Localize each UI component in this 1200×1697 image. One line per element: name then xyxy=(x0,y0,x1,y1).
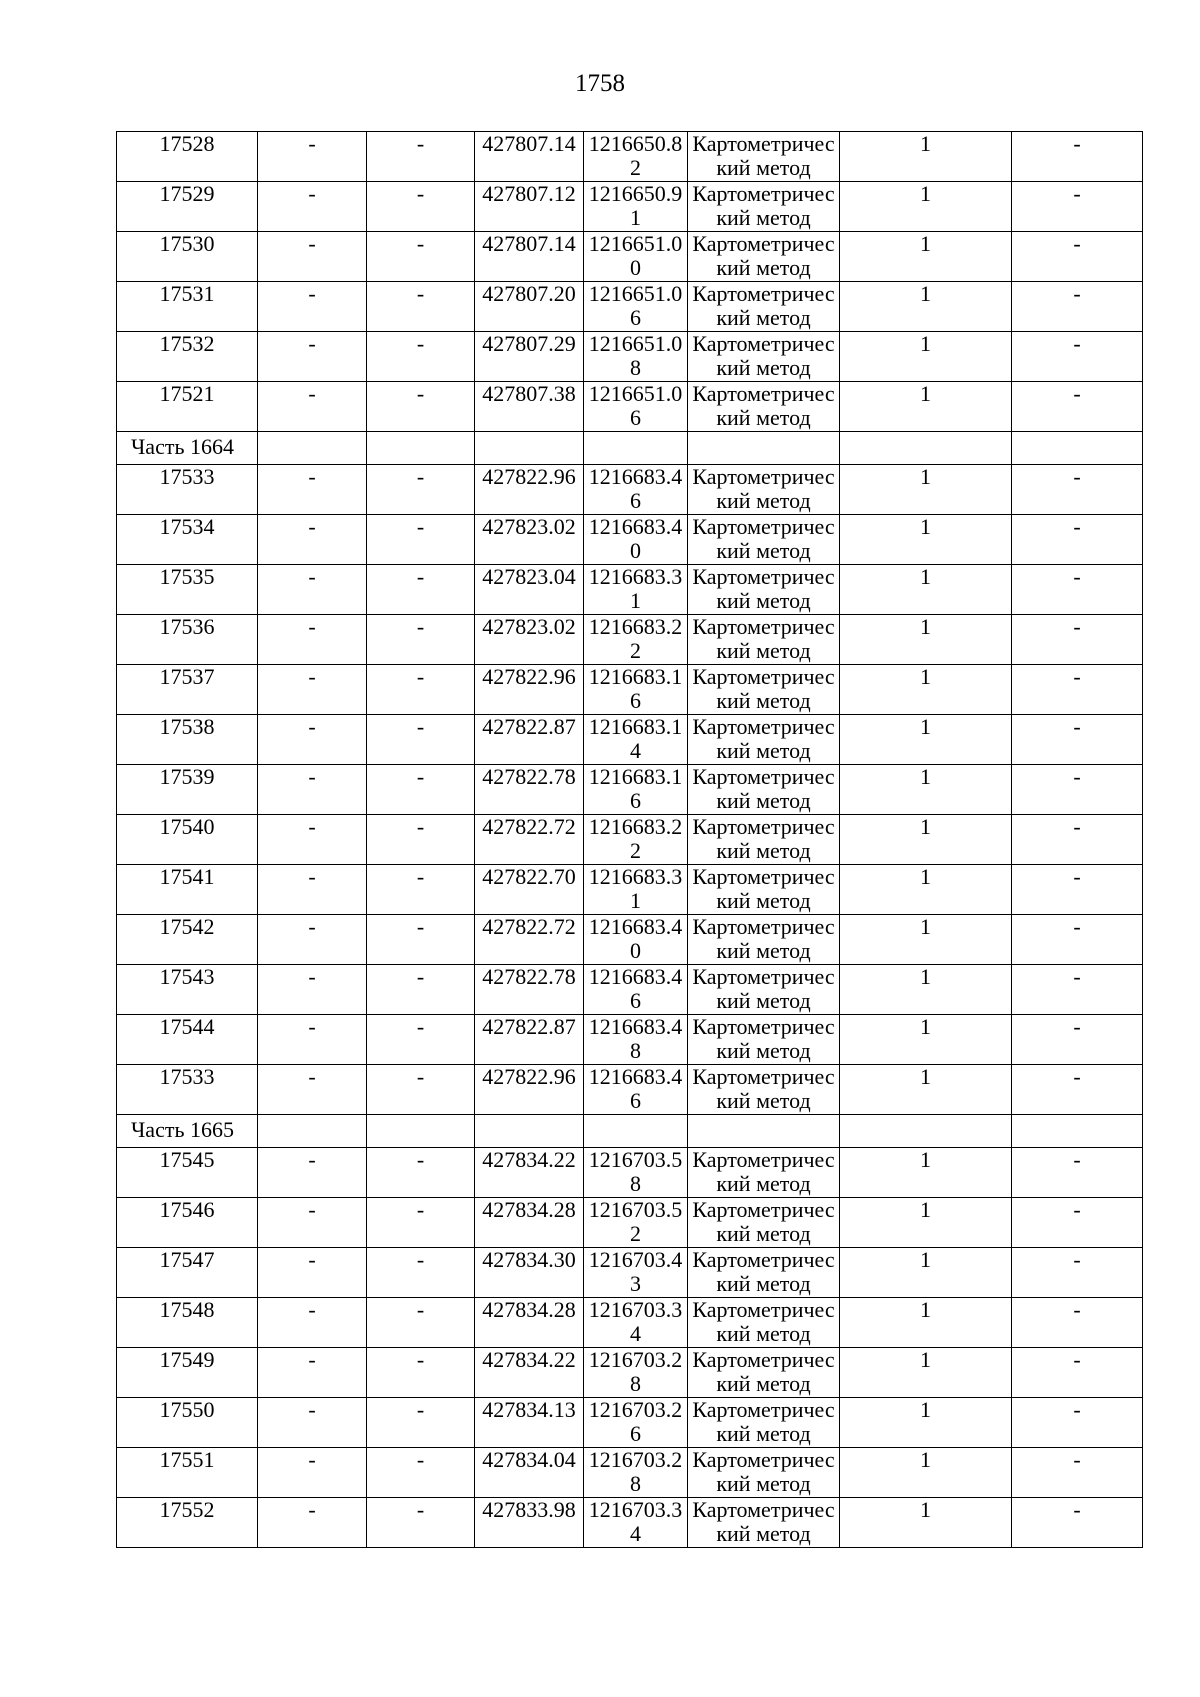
value-cell: 1 xyxy=(840,1398,1012,1448)
dash-cell: - xyxy=(258,1148,367,1198)
dash-cell: - xyxy=(1012,1198,1143,1248)
point-number-cell: 17548 xyxy=(117,1298,258,1348)
dash-cell: - xyxy=(258,915,367,965)
value-cell: 1 xyxy=(840,1498,1012,1548)
empty-cell xyxy=(367,1115,475,1148)
dash-cell: - xyxy=(1012,965,1143,1015)
value-cell: 1 xyxy=(840,1298,1012,1348)
dash-cell: - xyxy=(367,132,475,182)
y-coordinate-cell: 1216683.16 xyxy=(584,665,688,715)
value-cell: 1 xyxy=(840,965,1012,1015)
dash-cell: - xyxy=(1012,1348,1143,1398)
value-cell: 1 xyxy=(840,1065,1012,1115)
point-number-cell: 17535 xyxy=(117,565,258,615)
table-row xyxy=(117,765,1143,815)
dash-cell: - xyxy=(367,915,475,965)
point-number-cell: 17528 xyxy=(117,132,258,182)
dash-cell: - xyxy=(1012,1015,1143,1065)
method-cell: Картометрический метод xyxy=(688,715,840,765)
method-cell: Картометрический метод xyxy=(688,1065,840,1115)
empty-cell xyxy=(688,432,840,465)
y-coordinate-cell: 1216683.46 xyxy=(584,965,688,1015)
y-coordinate-cell: 1216683.16 xyxy=(584,765,688,815)
x-coordinate-cell: 427822.96 xyxy=(475,1065,584,1115)
dash-cell: - xyxy=(258,1448,367,1498)
page-number: 1758 xyxy=(575,70,625,97)
point-number-cell: 17533 xyxy=(117,465,258,515)
dash-cell: - xyxy=(1012,765,1143,815)
empty-cell xyxy=(475,432,584,465)
y-coordinate-cell: 1216683.22 xyxy=(584,815,688,865)
dash-cell: - xyxy=(258,1298,367,1348)
point-number-cell: 17547 xyxy=(117,1248,258,1298)
x-coordinate-cell: 427834.28 xyxy=(475,1298,584,1348)
empty-cell xyxy=(367,432,475,465)
point-number-cell: 17549 xyxy=(117,1348,258,1398)
dash-cell: - xyxy=(1012,182,1143,232)
table-row xyxy=(117,1348,1143,1398)
y-coordinate-cell: 1216703.43 xyxy=(584,1248,688,1298)
y-coordinate-cell: 1216651.06 xyxy=(584,382,688,432)
method-cell: Картометрический метод xyxy=(688,565,840,615)
x-coordinate-cell: 427807.29 xyxy=(475,332,584,382)
x-coordinate-cell: 427807.14 xyxy=(475,232,584,282)
part-label: Часть 1664 xyxy=(117,432,258,465)
dash-cell: - xyxy=(1012,1398,1143,1448)
dash-cell: - xyxy=(1012,282,1143,332)
dash-cell: - xyxy=(258,332,367,382)
x-coordinate-cell: 427834.22 xyxy=(475,1348,584,1398)
point-number-cell: 17541 xyxy=(117,865,258,915)
value-cell: 1 xyxy=(840,232,1012,282)
point-number-cell: 17543 xyxy=(117,965,258,1015)
dash-cell: - xyxy=(367,1448,475,1498)
dash-cell: - xyxy=(258,615,367,665)
x-coordinate-cell: 427834.30 xyxy=(475,1248,584,1298)
table-row xyxy=(117,1065,1143,1115)
method-cell: Картометрический метод xyxy=(688,515,840,565)
dash-cell: - xyxy=(258,1498,367,1548)
dash-cell: - xyxy=(258,182,367,232)
value-cell: 1 xyxy=(840,615,1012,665)
table-row xyxy=(117,465,1143,515)
point-number-cell: 17540 xyxy=(117,815,258,865)
dash-cell: - xyxy=(367,715,475,765)
dash-cell: - xyxy=(258,965,367,1015)
dash-cell: - xyxy=(367,282,475,332)
x-coordinate-cell: 427822.78 xyxy=(475,965,584,1015)
value-cell: 1 xyxy=(840,1015,1012,1065)
part-header-row xyxy=(117,1115,1143,1148)
method-cell: Картометрический метод xyxy=(688,1148,840,1198)
value-cell: 1 xyxy=(840,132,1012,182)
method-cell: Картометрический метод xyxy=(688,665,840,715)
value-cell: 1 xyxy=(840,715,1012,765)
dash-cell: - xyxy=(367,515,475,565)
method-cell: Картометрический метод xyxy=(688,765,840,815)
table-row xyxy=(117,665,1143,715)
dash-cell: - xyxy=(367,665,475,715)
dash-cell: - xyxy=(367,1398,475,1448)
dash-cell: - xyxy=(258,765,367,815)
table-row xyxy=(117,332,1143,382)
x-coordinate-cell: 427807.12 xyxy=(475,182,584,232)
dash-cell: - xyxy=(258,282,367,332)
dash-cell: - xyxy=(367,965,475,1015)
x-coordinate-cell: 427823.02 xyxy=(475,515,584,565)
point-number-cell: 17529 xyxy=(117,182,258,232)
table-row xyxy=(117,565,1143,615)
point-number-cell: 17531 xyxy=(117,282,258,332)
x-coordinate-cell: 427807.14 xyxy=(475,132,584,182)
dash-cell: - xyxy=(1012,1248,1143,1298)
dash-cell: - xyxy=(258,865,367,915)
dash-cell: - xyxy=(367,565,475,615)
method-cell: Картометрический метод xyxy=(688,1498,840,1548)
x-coordinate-cell: 427834.04 xyxy=(475,1448,584,1498)
table-body xyxy=(117,132,1143,1548)
dash-cell: - xyxy=(1012,382,1143,432)
dash-cell: - xyxy=(1012,1448,1143,1498)
table-row xyxy=(117,1015,1143,1065)
value-cell: 1 xyxy=(840,1348,1012,1398)
table-row xyxy=(117,282,1143,332)
method-cell: Картометрический метод xyxy=(688,1448,840,1498)
dash-cell: - xyxy=(1012,915,1143,965)
point-number-cell: 17550 xyxy=(117,1398,258,1448)
x-coordinate-cell: 427822.87 xyxy=(475,1015,584,1065)
table-row xyxy=(117,1448,1143,1498)
table-row xyxy=(117,1148,1143,1198)
method-cell: Картометрический метод xyxy=(688,282,840,332)
dash-cell: - xyxy=(367,1065,475,1115)
table-row xyxy=(117,132,1143,182)
value-cell: 1 xyxy=(840,915,1012,965)
x-coordinate-cell: 427822.72 xyxy=(475,915,584,965)
y-coordinate-cell: 1216683.31 xyxy=(584,565,688,615)
dash-cell: - xyxy=(367,615,475,665)
point-number-cell: 17544 xyxy=(117,1015,258,1065)
dash-cell: - xyxy=(1012,1298,1143,1348)
dash-cell: - xyxy=(367,1015,475,1065)
method-cell: Картометрический метод xyxy=(688,1248,840,1298)
point-number-cell: 17536 xyxy=(117,615,258,665)
method-cell: Картометрический метод xyxy=(688,182,840,232)
value-cell: 1 xyxy=(840,565,1012,615)
empty-cell xyxy=(475,1115,584,1148)
method-cell: Картометрический метод xyxy=(688,465,840,515)
x-coordinate-cell: 427833.98 xyxy=(475,1498,584,1548)
dash-cell: - xyxy=(1012,665,1143,715)
y-coordinate-cell: 1216703.52 xyxy=(584,1198,688,1248)
x-coordinate-cell: 427822.78 xyxy=(475,765,584,815)
table-row xyxy=(117,865,1143,915)
y-coordinate-cell: 1216683.14 xyxy=(584,715,688,765)
dash-cell: - xyxy=(258,1398,367,1448)
value-cell: 1 xyxy=(840,865,1012,915)
dash-cell: - xyxy=(367,815,475,865)
method-cell: Картометрический метод xyxy=(688,865,840,915)
dash-cell: - xyxy=(1012,132,1143,182)
dash-cell: - xyxy=(367,232,475,282)
dash-cell: - xyxy=(1012,715,1143,765)
dash-cell: - xyxy=(258,665,367,715)
dash-cell: - xyxy=(258,515,367,565)
dash-cell: - xyxy=(1012,332,1143,382)
dash-cell: - xyxy=(258,382,367,432)
dash-cell: - xyxy=(258,465,367,515)
value-cell: 1 xyxy=(840,382,1012,432)
empty-cell xyxy=(840,432,1012,465)
value-cell: 1 xyxy=(840,1448,1012,1498)
y-coordinate-cell: 1216650.82 xyxy=(584,132,688,182)
value-cell: 1 xyxy=(840,332,1012,382)
dash-cell: - xyxy=(258,1348,367,1398)
dash-cell: - xyxy=(367,765,475,815)
dash-cell: - xyxy=(258,1015,367,1065)
table-row xyxy=(117,1498,1143,1548)
x-coordinate-cell: 427807.38 xyxy=(475,382,584,432)
x-coordinate-cell: 427822.96 xyxy=(475,665,584,715)
dash-cell: - xyxy=(1012,1148,1143,1198)
y-coordinate-cell: 1216703.34 xyxy=(584,1498,688,1548)
part-header-row xyxy=(117,432,1143,465)
x-coordinate-cell: 427834.22 xyxy=(475,1148,584,1198)
method-cell: Картометрический метод xyxy=(688,132,840,182)
method-cell: Картометрический метод xyxy=(688,1198,840,1248)
y-coordinate-cell: 1216651.08 xyxy=(584,332,688,382)
y-coordinate-cell: 1216703.28 xyxy=(584,1448,688,1498)
dash-cell: - xyxy=(258,1248,367,1298)
method-cell: Картометрический метод xyxy=(688,615,840,665)
method-cell: Картометрический метод xyxy=(688,965,840,1015)
x-coordinate-cell: 427822.70 xyxy=(475,865,584,915)
table-row xyxy=(117,1198,1143,1248)
point-number-cell: 17521 xyxy=(117,382,258,432)
y-coordinate-cell: 1216683.40 xyxy=(584,915,688,965)
y-coordinate-cell: 1216703.58 xyxy=(584,1148,688,1198)
table-row xyxy=(117,1298,1143,1348)
dash-cell: - xyxy=(1012,465,1143,515)
point-number-cell: 17530 xyxy=(117,232,258,282)
x-coordinate-cell: 427823.04 xyxy=(475,565,584,615)
dash-cell: - xyxy=(1012,515,1143,565)
value-cell: 1 xyxy=(840,282,1012,332)
dash-cell: - xyxy=(367,1148,475,1198)
y-coordinate-cell: 1216650.91 xyxy=(584,182,688,232)
point-number-cell: 17533 xyxy=(117,1065,258,1115)
table-row xyxy=(117,715,1143,765)
method-cell: Картометрический метод xyxy=(688,1298,840,1348)
dash-cell: - xyxy=(258,815,367,865)
method-cell: Картометрический метод xyxy=(688,1348,840,1398)
dash-cell: - xyxy=(258,1065,367,1115)
method-cell: Картометрический метод xyxy=(688,382,840,432)
method-cell: Картометрический метод xyxy=(688,815,840,865)
part-label: Часть 1665 xyxy=(117,1115,258,1148)
y-coordinate-cell: 1216683.31 xyxy=(584,865,688,915)
x-coordinate-cell: 427822.72 xyxy=(475,815,584,865)
point-number-cell: 17546 xyxy=(117,1198,258,1248)
empty-cell xyxy=(688,1115,840,1148)
empty-cell xyxy=(1012,1115,1143,1148)
value-cell: 1 xyxy=(840,815,1012,865)
y-coordinate-cell: 1216703.26 xyxy=(584,1398,688,1448)
y-coordinate-cell: 1216651.06 xyxy=(584,282,688,332)
method-cell: Картометрический метод xyxy=(688,1015,840,1065)
dash-cell: - xyxy=(1012,232,1143,282)
point-number-cell: 17538 xyxy=(117,715,258,765)
y-coordinate-cell: 1216683.46 xyxy=(584,1065,688,1115)
value-cell: 1 xyxy=(840,1248,1012,1298)
dash-cell: - xyxy=(258,132,367,182)
dash-cell: - xyxy=(1012,1498,1143,1548)
dash-cell: - xyxy=(367,465,475,515)
table-row xyxy=(117,815,1143,865)
point-number-cell: 17539 xyxy=(117,765,258,815)
table-row xyxy=(117,965,1143,1015)
dash-cell: - xyxy=(258,1198,367,1248)
y-coordinate-cell: 1216683.46 xyxy=(584,465,688,515)
point-number-cell: 17551 xyxy=(117,1448,258,1498)
table-row xyxy=(117,382,1143,432)
y-coordinate-cell: 1216703.34 xyxy=(584,1298,688,1348)
dash-cell: - xyxy=(258,232,367,282)
table-row xyxy=(117,232,1143,282)
y-coordinate-cell: 1216683.40 xyxy=(584,515,688,565)
table-row xyxy=(117,915,1143,965)
value-cell: 1 xyxy=(840,765,1012,815)
value-cell: 1 xyxy=(840,465,1012,515)
x-coordinate-cell: 427834.13 xyxy=(475,1398,584,1448)
dash-cell: - xyxy=(258,565,367,615)
y-coordinate-cell: 1216703.28 xyxy=(584,1348,688,1398)
dash-cell: - xyxy=(367,865,475,915)
empty-cell xyxy=(840,1115,1012,1148)
point-number-cell: 17534 xyxy=(117,515,258,565)
point-number-cell: 17545 xyxy=(117,1148,258,1198)
dash-cell: - xyxy=(367,1198,475,1248)
x-coordinate-cell: 427834.28 xyxy=(475,1198,584,1248)
table-row xyxy=(117,515,1143,565)
dash-cell: - xyxy=(367,382,475,432)
point-number-cell: 17552 xyxy=(117,1498,258,1548)
value-cell: 1 xyxy=(840,1198,1012,1248)
coordinates-table xyxy=(116,131,1143,1548)
empty-cell xyxy=(584,432,688,465)
table-row xyxy=(117,615,1143,665)
point-number-cell: 17532 xyxy=(117,332,258,382)
dash-cell: - xyxy=(1012,865,1143,915)
x-coordinate-cell: 427823.02 xyxy=(475,615,584,665)
method-cell: Картометрический метод xyxy=(688,1398,840,1448)
dash-cell: - xyxy=(367,332,475,382)
dash-cell: - xyxy=(258,715,367,765)
value-cell: 1 xyxy=(840,665,1012,715)
empty-cell xyxy=(1012,432,1143,465)
empty-cell xyxy=(258,432,367,465)
dash-cell: - xyxy=(367,1298,475,1348)
y-coordinate-cell: 1216683.48 xyxy=(584,1015,688,1065)
method-cell: Картометрический метод xyxy=(688,332,840,382)
x-coordinate-cell: 427822.87 xyxy=(475,715,584,765)
dash-cell: - xyxy=(1012,615,1143,665)
table-row xyxy=(117,1248,1143,1298)
dash-cell: - xyxy=(367,182,475,232)
x-coordinate-cell: 427807.20 xyxy=(475,282,584,332)
table-row xyxy=(117,182,1143,232)
value-cell: 1 xyxy=(840,1148,1012,1198)
dash-cell: - xyxy=(367,1498,475,1548)
dash-cell: - xyxy=(1012,815,1143,865)
dash-cell: - xyxy=(367,1348,475,1398)
empty-cell xyxy=(258,1115,367,1148)
table-row xyxy=(117,1398,1143,1448)
dash-cell: - xyxy=(1012,1065,1143,1115)
point-number-cell: 17537 xyxy=(117,665,258,715)
empty-cell xyxy=(584,1115,688,1148)
method-cell: Картометрический метод xyxy=(688,915,840,965)
dash-cell: - xyxy=(367,1248,475,1298)
dash-cell: - xyxy=(1012,565,1143,615)
point-number-cell: 17542 xyxy=(117,915,258,965)
value-cell: 1 xyxy=(840,515,1012,565)
value-cell: 1 xyxy=(840,182,1012,232)
y-coordinate-cell: 1216683.22 xyxy=(584,615,688,665)
method-cell: Картометрический метод xyxy=(688,232,840,282)
x-coordinate-cell: 427822.96 xyxy=(475,465,584,515)
y-coordinate-cell: 1216651.00 xyxy=(584,232,688,282)
